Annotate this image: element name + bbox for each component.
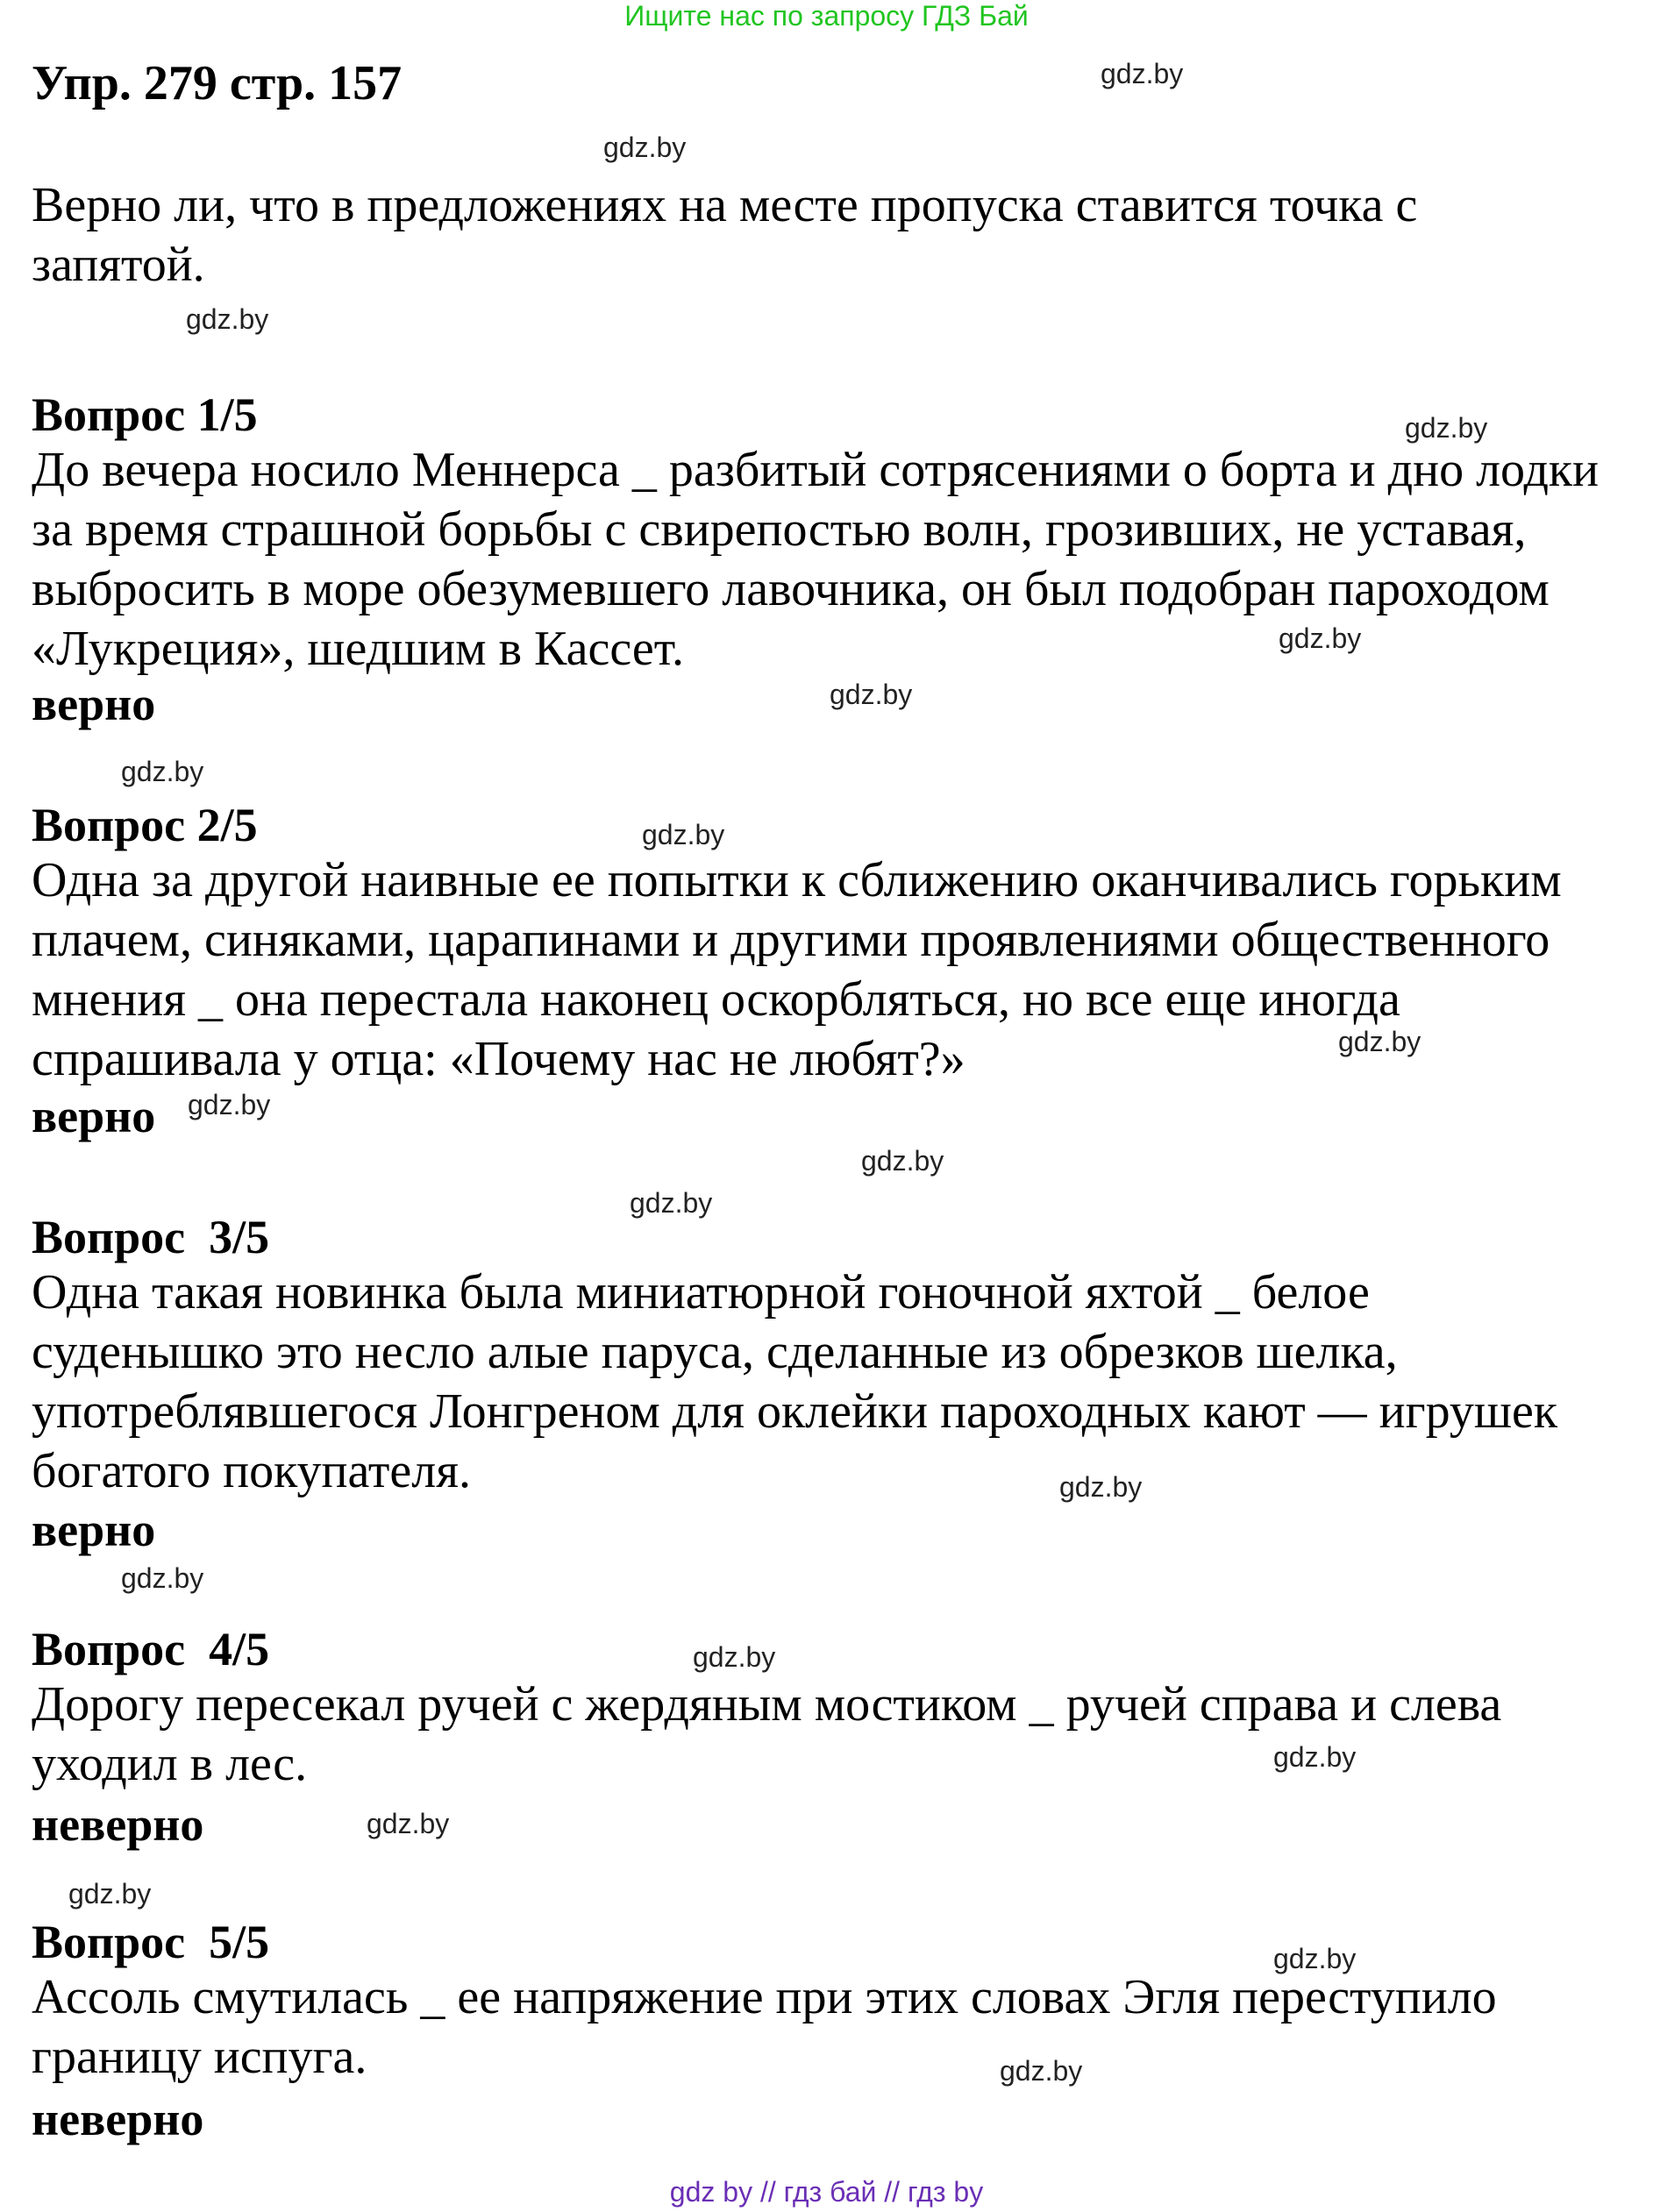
page-title: Упр. 279 стр. 157 <box>32 56 403 110</box>
watermark: gdz.by <box>1279 622 1362 654</box>
question-3-answer: верно <box>32 1504 156 1556</box>
watermark: gdz.by <box>693 1641 776 1673</box>
question-4-heading: Вопрос 4/5 <box>32 1623 270 1675</box>
question-5-heading: Вопрос 5/5 <box>32 1916 270 1968</box>
watermark: gdz.by <box>1338 1026 1421 1057</box>
watermark: gdz.by <box>121 1562 204 1594</box>
question-4-answer: неверно <box>32 1798 204 1851</box>
question-2-heading: Вопрос 2/5 <box>32 799 258 851</box>
footer-links: gdz by // гдз бай // гдз by <box>669 2176 984 2208</box>
question-4-text: Дорогу пересекал ручей с жердяным мостиком _ ручей справа и слева уходил в лес. <box>32 1677 1502 1791</box>
question-1-heading: Вопрос 1/5 <box>32 388 258 441</box>
top-banner: Ищите нас по запросу ГДЗ Бай <box>624 0 1029 32</box>
watermark: gdz.by <box>1000 2055 1083 2087</box>
watermark: gdz.by <box>630 1187 713 1219</box>
watermark: gdz.by <box>367 1808 450 1839</box>
watermark: gdz.by <box>188 1089 271 1120</box>
question-2-answer: верно <box>32 1090 156 1142</box>
question-1-answer: верно <box>32 678 156 730</box>
watermark: gdz.by <box>121 756 204 787</box>
watermark: gdz.by <box>830 679 913 710</box>
question-3-heading: Вопрос 3/5 <box>32 1211 270 1263</box>
question-3-text: Одна такая новинка была миниатюрной гоночной яхтой _ белое суденышко это несло алые паруса, сделанные из обрезков шелка, употреблявшегося Лонгреном для оклейки пароходных кают — игрушек богатого покупателя. <box>32 1265 1558 1498</box>
watermark: gdz.by <box>603 132 687 163</box>
watermark: gdz.by <box>68 1878 152 1910</box>
watermark: gdz.by <box>1273 1741 1357 1773</box>
watermark: gdz.by <box>1101 58 1184 89</box>
watermark: gdz.by <box>186 303 269 335</box>
watermark: gdz.by <box>1405 412 1488 444</box>
watermark: gdz.by <box>642 819 725 850</box>
watermark: gdz.by <box>1273 1943 1357 1974</box>
question-5-text: Ассоль смутилась _ ее напряжение при этих словах Эгля переступило границу испуга. <box>32 1970 1497 2084</box>
question-1-text: До вечера носило Меннерса _ разбитый сотрясениями о борта и дно лодки за время страшной борьбы с свирепостью волн, грозивших, не уставая, выбросить в море обезумевшего лавочника, он был подобран пароходом «Лукреция», шедшим в Кассет. <box>32 443 1600 676</box>
watermark: gdz.by <box>861 1145 944 1177</box>
question-2-text: Одна за другой наивные ее попытки к сближению оканчивались горьким плачем, синяками, царапинами и другими проявлениями общественного мнения _ она перестала наконец оскорбляться, но все еще иногда спрашивала у отца: «Почему нас не любят?» <box>32 853 1562 1086</box>
question-5-answer: неверно <box>32 2093 204 2145</box>
watermark: gdz.by <box>1059 1471 1143 1503</box>
task-description: Верно ли, что в предложениях на месте пропуска ставится точка с запятой. <box>32 178 1418 292</box>
